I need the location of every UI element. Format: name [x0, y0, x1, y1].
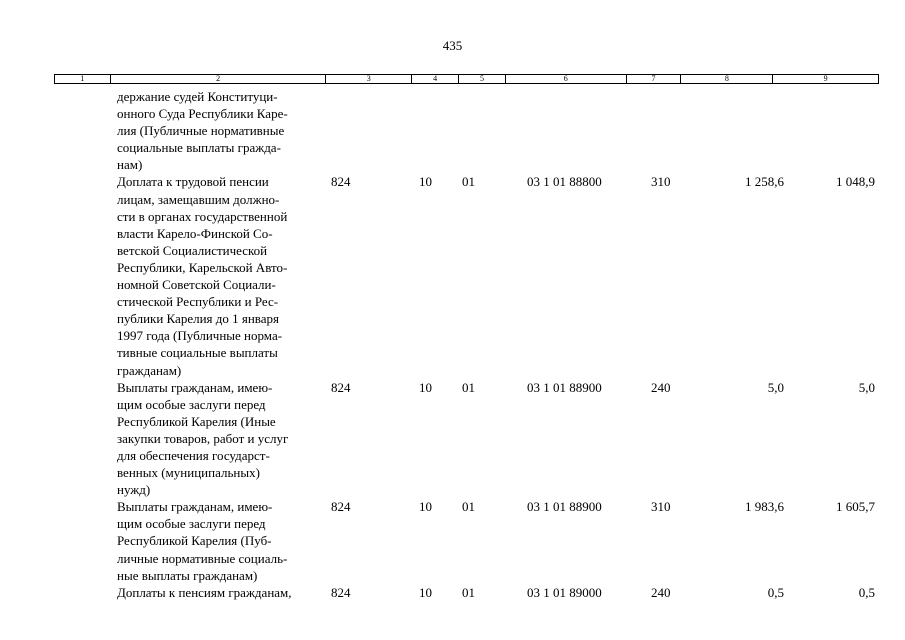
row-subsection: 01: [462, 499, 475, 515]
table-row: [0, 379, 905, 499]
row-section: 10: [419, 499, 432, 515]
table-row: [0, 173, 905, 378]
row-value-2: 1 605,7: [836, 499, 875, 515]
page-number: 435: [442, 38, 463, 53]
row-ministry-code: 824: [331, 499, 351, 515]
row-description: Выплаты гражданам, имею- щим особые заслуги перед Республикой Карелия (Пуб- личные нормативные социаль- ные выплаты гражданам): [117, 499, 288, 583]
header-cell: 9: [823, 74, 828, 83]
header-cell: 7: [627, 75, 682, 83]
row-value-1: 5,0: [767, 379, 784, 395]
row-section: 10: [419, 379, 432, 395]
row-ministry-code: 824: [331, 174, 351, 190]
header-cell: 5: [459, 75, 506, 83]
row-expense-type: 310: [651, 174, 671, 190]
row-value-1: 0,5: [767, 584, 784, 600]
row-description: Доплаты к пенсиям гражданам,: [117, 584, 292, 600]
table-body: [0, 88, 905, 601]
row-ministry-code: 824: [331, 584, 351, 600]
row-value-1: 1 258,6: [745, 174, 784, 190]
row-subsection: 01: [462, 174, 475, 190]
row-target-article: 03 1 01 89000: [527, 584, 602, 600]
row-expense-type: 310: [651, 499, 671, 515]
row-description: Доплата к трудовой пенсии лицам, замещавшим должно- сти в органах государственной власти Карело-Финской Со- ветской Социалистической Республики, Карельской Авто- номной Советской Социали- стической Республики и Рес- публики Карелия до 1 января 1997 года (Публичные норма- тивные социальные выплаты гражданам): [117, 174, 288, 378]
table-row: [0, 498, 905, 583]
row-expense-type: 240: [651, 584, 671, 600]
row-value-1: 1 983,6: [745, 499, 784, 515]
row-ministry-code: 824: [331, 379, 351, 395]
row-target-article: 03 1 01 88900: [527, 379, 602, 395]
row-subsection: 01: [462, 379, 475, 395]
header-cell: 4: [412, 75, 459, 83]
row-expense-type: 240: [651, 379, 671, 395]
row-value-2: 5,0: [858, 379, 875, 395]
header-cell: 6: [506, 75, 627, 83]
row-value-2: 1 048,9: [836, 174, 875, 190]
row-target-article: 03 1 01 88800: [527, 174, 602, 190]
row-value-2: 0,5: [858, 584, 875, 600]
header-cell: 1: [55, 75, 111, 83]
header-cell: 8: [681, 75, 773, 83]
table-row: [0, 88, 905, 173]
table-row: [0, 584, 905, 601]
header-cell: 2: [111, 75, 326, 83]
row-section: 10: [419, 174, 432, 190]
row-description: Выплаты гражданам, имею- щим особые заслуги перед Республикой Карелия (Иные закупки товаров, работ и услуг для обеспечения государст- венных (муниципальных) нужд): [117, 379, 289, 498]
row-section: 10: [419, 584, 432, 600]
row-target-article: 03 1 01 88900: [527, 499, 602, 515]
table-header-row: [54, 74, 879, 84]
row-subsection: 01: [462, 584, 475, 600]
header-cell: 3: [326, 75, 412, 83]
row-description: держание судей Конституци- онного Суда Республики Каре- лия (Публичные нормативные социальные выплаты гражда- нам): [117, 89, 288, 173]
